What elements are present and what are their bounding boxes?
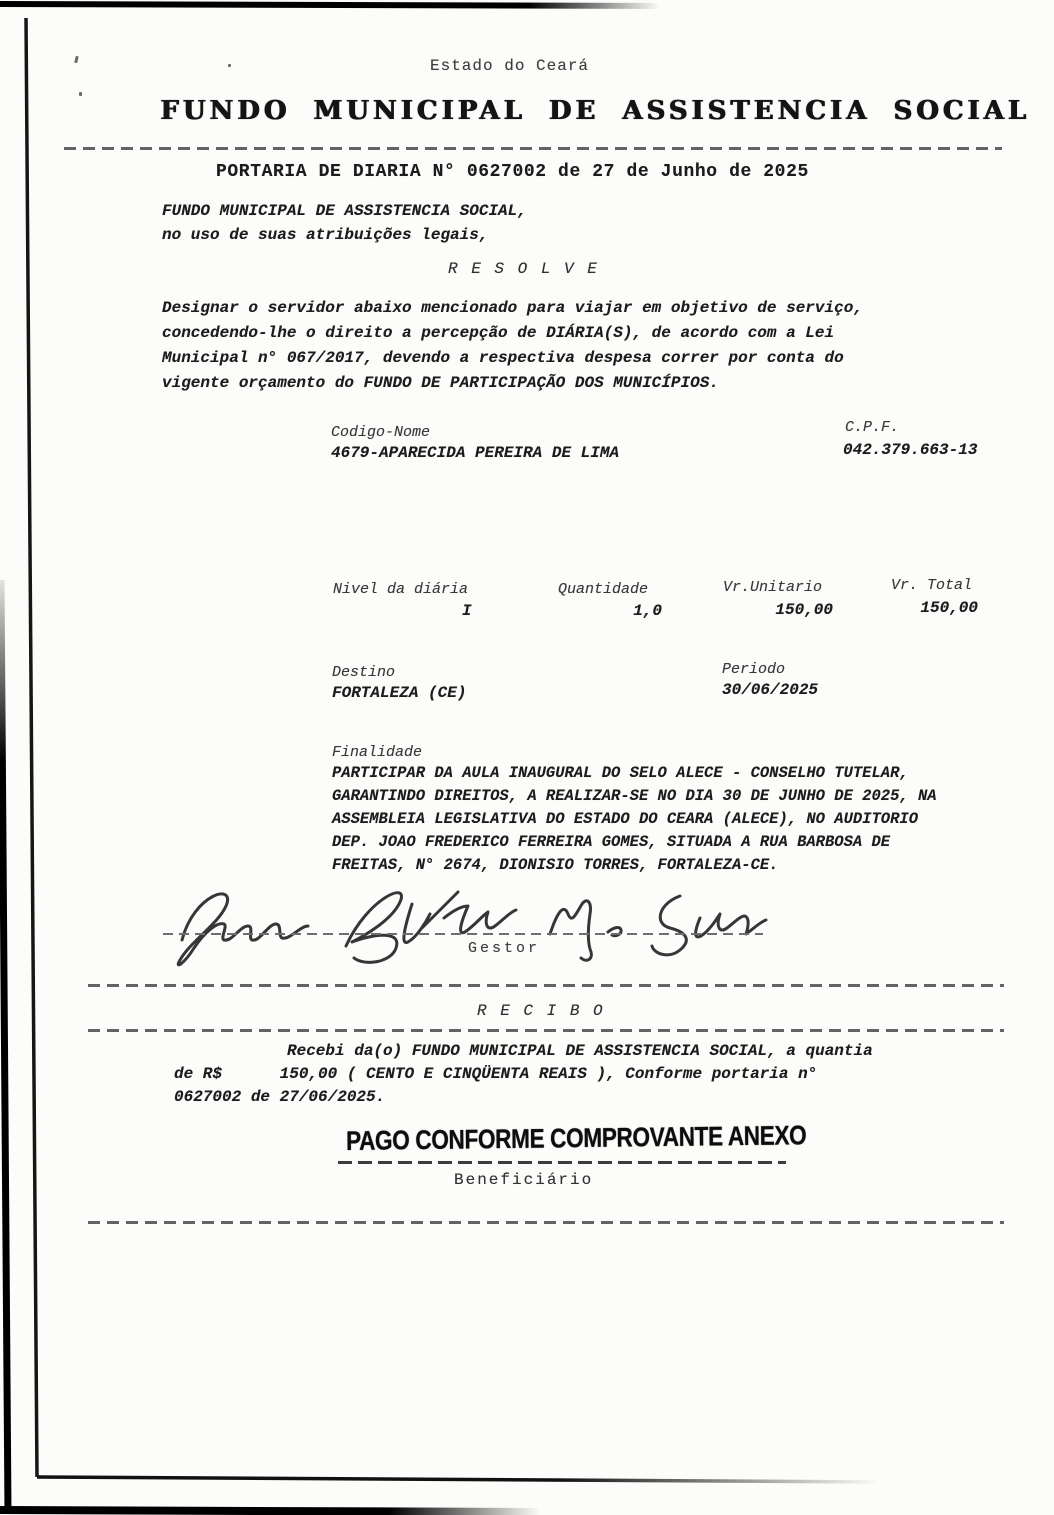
nivel-diaria-value: I <box>462 602 472 620</box>
resolve-paragraph-line: Municipal n° 067/2017, devendo a respectiva despesa correr por conta do <box>162 349 844 367</box>
periodo-label: Periodo <box>722 661 786 678</box>
signature-line <box>163 933 763 935</box>
org-title: FUNDO MUNICIPAL DE ASSISTENCIA SOCIAL <box>160 96 1030 126</box>
resolve-paragraph-line: vigente orçamento do FUNDO DE PARTICIPAÇÃO DOS MUNICÍPIOS. <box>162 374 719 392</box>
finalidade-label: Finalidade <box>332 744 423 761</box>
destino-label: Destino <box>332 664 396 681</box>
quantidade-label: Quantidade <box>558 581 649 598</box>
preamble-line: no uso de suas atribuições legais, <box>162 226 489 244</box>
portaria-title: PORTARIA DE DIARIA N° 0627002 de 27 de Junho de 2025 <box>216 162 809 182</box>
scan-noise-speck <box>228 64 231 67</box>
finalidade-line: GARANTINDO DIREITOS, A REALIZAR-SE NO DIA 30 DE JUNHO DE 2025, NA <box>332 787 937 805</box>
resolve-heading: R E S O L V E <box>448 260 599 278</box>
preamble-line: FUNDO MUNICIPAL DE ASSISTENCIA SOCIAL, <box>162 202 527 220</box>
vr-total-label: Vr. Total <box>891 577 973 594</box>
paid-stamp: PAGO CONFORME COMPROVANTE ANEXO <box>345 1120 807 1156</box>
vr-unitario-label: Vr.Unitario <box>723 579 823 596</box>
state-header: Estado do Ceará <box>430 57 590 75</box>
recibo-heading: R E C I B O <box>477 1002 605 1020</box>
resolve-paragraph-line: Designar o servidor abaixo mencionado para viajar em objetivo de serviço, <box>162 299 863 317</box>
finalidade-line: PARTICIPAR DA AULA INAUGURAL DO SELO ALECE - CONSELHO TUTELAR, <box>332 764 909 782</box>
quantidade-value: 1,0 <box>633 602 662 620</box>
vr-total-value: 150,00 <box>920 599 978 617</box>
vr-unitario-value: 150,00 <box>775 601 833 619</box>
cpf-label: C.P.F. <box>845 419 900 436</box>
divider-dashed <box>88 1029 1004 1032</box>
recibo-line: de R$ 150,00 ( CENTO E CINQÜENTA REAIS ), Conforme portaria n° <box>174 1065 818 1083</box>
divider-dashed <box>88 984 1004 987</box>
cpf-value: 042.379.663-13 <box>843 441 978 459</box>
beneficiario-label: Beneficiário <box>454 1171 594 1189</box>
finalidade-line: DEP. JOAO FREDERICO FERREIRA GOMES, SITUADA A RUA BARBOSA DE <box>332 833 891 851</box>
periodo-value: 30/06/2025 <box>722 681 819 699</box>
recibo-line: 0627002 de 27/06/2025. <box>174 1088 386 1106</box>
finalidade-line: FREITAS, N° 2674, DIONISIO TORRES, FORTALEZA-CE. <box>332 856 779 874</box>
resolve-paragraph-line: concedendo-lhe o direito a percepção de DIÁRIA(S), de acordo com a Lei <box>162 324 835 342</box>
codigo-nome-value: 4679-APARECIDA PEREIRA DE LIMA <box>331 444 620 462</box>
scan-noise-speck <box>79 92 82 96</box>
finalidade-line: ASSEMBLEIA LEGISLATIVA DO ESTADO DO CEARA (ALECE), NO AUDITORIO <box>332 810 918 828</box>
divider-dashed <box>64 147 1002 150</box>
codigo-nome-label: Codigo-Nome <box>331 424 431 441</box>
gestor-label: Gestor <box>468 940 541 957</box>
divider-dashed <box>88 1221 1004 1224</box>
recibo-line: Recebi da(o) FUNDO MUNICIPAL DE ASSISTENCIA SOCIAL, a quantia <box>287 1042 873 1060</box>
nivel-diaria-label: Nivel da diária <box>333 581 469 598</box>
destino-value: FORTALEZA (CE) <box>332 684 467 702</box>
scan-noise-speck <box>74 56 79 64</box>
beneficiary-signature-line <box>338 1161 786 1164</box>
